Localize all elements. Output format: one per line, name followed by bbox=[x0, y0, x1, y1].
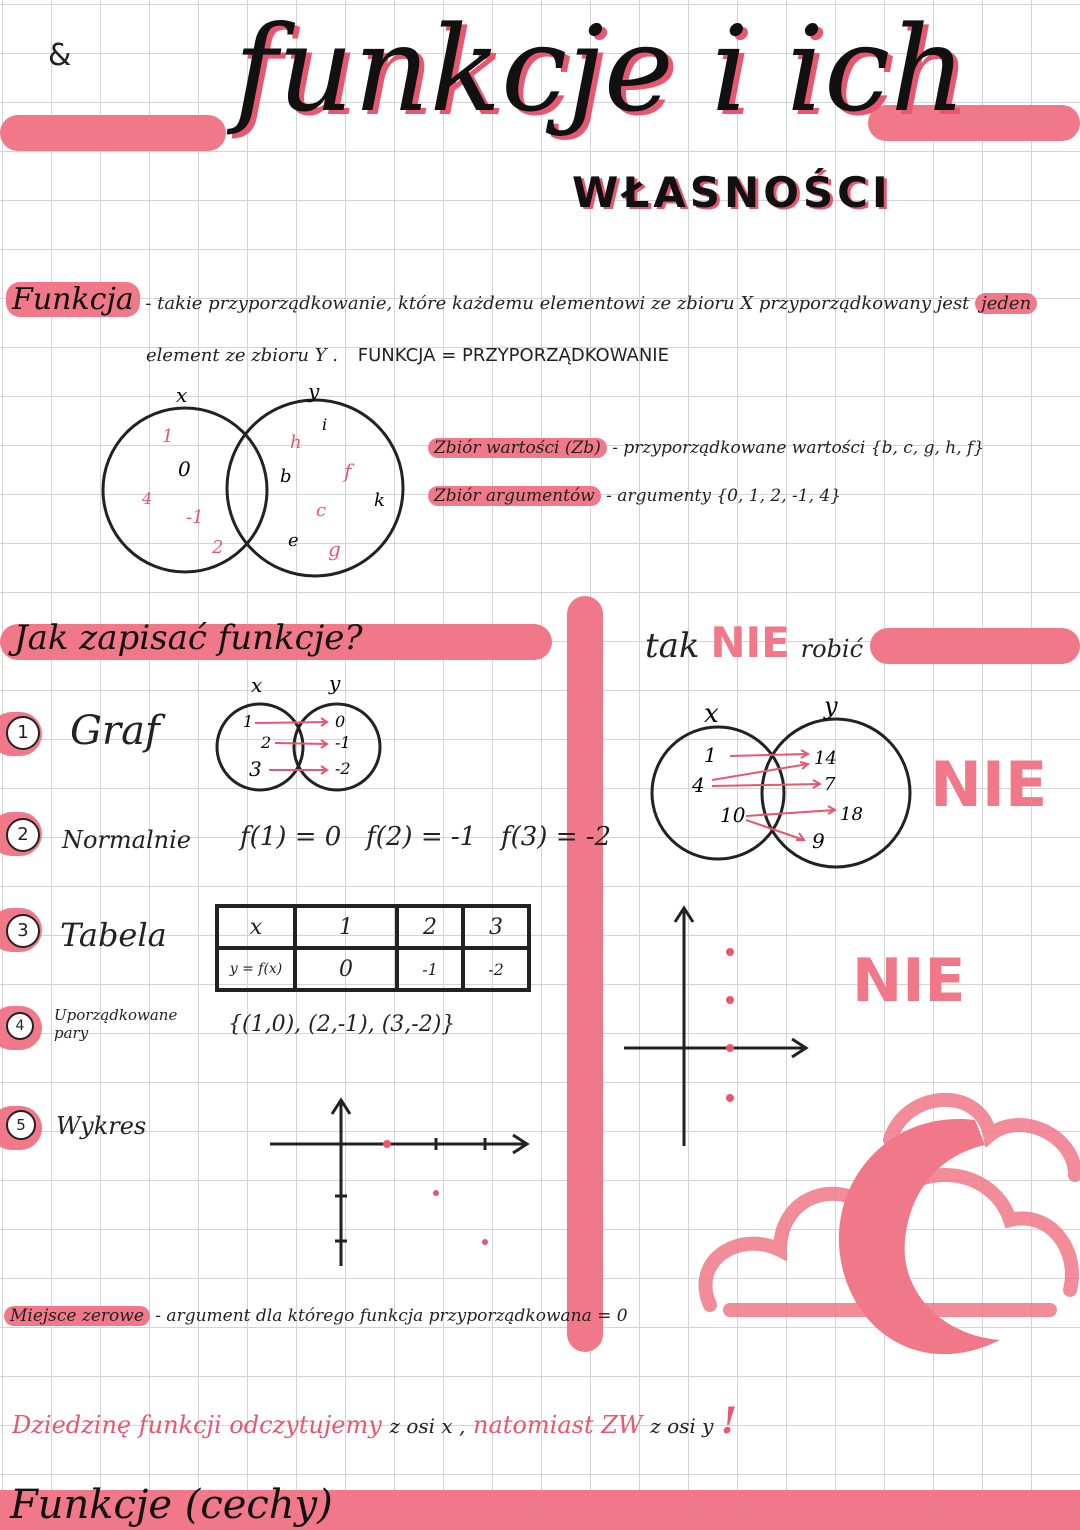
definition-line-2 bbox=[146, 345, 669, 366]
domain-note-mark: ! bbox=[721, 1400, 737, 1442]
table-row bbox=[217, 948, 529, 990]
definition-equation: FUNKCJA = PRZYPORZĄDKOWANIE bbox=[357, 345, 669, 366]
x-element: 4 bbox=[142, 489, 153, 508]
title-left-bar bbox=[0, 115, 226, 151]
item-label-pary: Uporządkowane pary bbox=[54, 1006, 178, 1042]
domain-note-part: z osi y bbox=[650, 1414, 714, 1438]
bad-y-val: 18 bbox=[840, 804, 863, 825]
graf-y-val: -1 bbox=[335, 733, 351, 752]
moon-icon bbox=[839, 1119, 1000, 1354]
table-cell: x bbox=[217, 906, 295, 948]
bad-y-val: 14 bbox=[814, 748, 837, 769]
bad-x-val: 1 bbox=[704, 743, 717, 767]
howto-heading: Jak zapisać funkcje? bbox=[14, 618, 363, 658]
graf-y-val: -2 bbox=[335, 759, 351, 778]
bad-y-label: y bbox=[824, 692, 838, 720]
bad-y-val: 7 bbox=[824, 774, 836, 795]
item-number: 4 bbox=[6, 1012, 34, 1040]
argument-set-label: Zbiór argumentów bbox=[428, 486, 601, 506]
bad-y-val: 9 bbox=[812, 829, 825, 853]
y-element: f bbox=[344, 459, 352, 483]
verdict-nie-2: NIE bbox=[852, 946, 966, 1016]
graf-x-val: 1 bbox=[243, 712, 254, 731]
item-number: 1 bbox=[6, 716, 40, 750]
value-set-label: Zbiór wartości (Zb) bbox=[428, 438, 607, 458]
wykres-chart bbox=[265, 1092, 540, 1272]
table-cell: 1 bbox=[295, 906, 397, 948]
domain-note-part: z osi x , bbox=[389, 1414, 466, 1438]
chart-point bbox=[482, 1239, 488, 1245]
item-label-normalnie: Normalnie bbox=[62, 826, 191, 854]
dont-heading-post: robić bbox=[800, 635, 864, 663]
footer-heading: Funkcje (cechy) bbox=[10, 1482, 333, 1528]
chart-point bbox=[383, 1140, 391, 1148]
verdict-nie-1: NIE bbox=[930, 748, 1048, 821]
bad-diagram bbox=[640, 680, 920, 880]
table-cell: y = f(x) bbox=[217, 948, 295, 990]
page-subtitle: WŁASNOŚCI bbox=[572, 168, 892, 217]
ampersand: & bbox=[48, 38, 72, 73]
item-label-tabela: Tabela bbox=[60, 916, 167, 954]
item-label-wykres: Wykres bbox=[56, 1112, 147, 1140]
graf-x-val: 3 bbox=[249, 757, 262, 781]
definition-line-1 bbox=[6, 282, 1076, 317]
y-element: g bbox=[328, 537, 341, 561]
y-element: e bbox=[288, 530, 299, 551]
normal-formula: f(1) = 0 f(2) = -1 f(3) = -2 bbox=[240, 822, 612, 852]
table-row bbox=[217, 906, 529, 948]
vertical-divider bbox=[567, 596, 603, 1352]
value-set-line bbox=[428, 438, 984, 458]
x-element: -1 bbox=[186, 507, 204, 528]
table-cell: 3 bbox=[463, 906, 529, 948]
table-cell: 0 bbox=[295, 948, 397, 990]
y-element: k bbox=[374, 490, 385, 511]
zero-line bbox=[4, 1306, 628, 1326]
graf-diagram bbox=[205, 670, 405, 805]
domain-note-part: natomiast ZW bbox=[473, 1411, 643, 1439]
item-label-graf: Graf bbox=[70, 708, 160, 754]
graph-point bbox=[726, 948, 734, 956]
item-number: 5 bbox=[6, 1110, 36, 1140]
graph-point bbox=[726, 996, 734, 1004]
chart-point bbox=[433, 1190, 439, 1196]
graf-x-label: x bbox=[251, 673, 263, 697]
domain-note bbox=[12, 1400, 737, 1442]
cloud-moon-decoration bbox=[690, 1080, 1080, 1400]
dont-heading bbox=[645, 618, 863, 667]
zero-term: Miejsce zerowe bbox=[4, 1306, 150, 1326]
value-set-text: - przyporządkowane wartości {b, c, g, h, f} bbox=[612, 438, 985, 458]
y-element: i bbox=[322, 415, 328, 434]
item-number: 2 bbox=[6, 818, 40, 852]
set-y-label: y bbox=[308, 379, 320, 403]
y-element: h bbox=[290, 432, 302, 453]
definition-highlight: jeden bbox=[975, 293, 1037, 314]
sets-diagram bbox=[90, 378, 430, 583]
argument-set-line bbox=[428, 486, 841, 506]
graf-x-val: 2 bbox=[261, 733, 272, 752]
table-cell: -1 bbox=[397, 948, 463, 990]
dont-heading-emph: NIE bbox=[710, 618, 790, 667]
ordered-pairs: {(1,0), (2,-1), (3,-2)} bbox=[228, 1012, 456, 1037]
table-cell: -2 bbox=[463, 948, 529, 990]
definition-term: Funkcja bbox=[6, 282, 140, 317]
zero-text: - argument dla którego funkcja przyporządkowana = 0 bbox=[155, 1306, 628, 1326]
graph-point bbox=[726, 1044, 734, 1052]
y-element: c bbox=[316, 500, 327, 521]
x-element: 1 bbox=[162, 426, 174, 447]
y-element: b bbox=[280, 466, 292, 487]
bad-x-label: x bbox=[704, 699, 719, 729]
bad-x-val: 10 bbox=[720, 803, 746, 827]
page-title: funkcje i ich bbox=[234, 0, 967, 138]
x-element: 0 bbox=[178, 457, 191, 481]
item-number: 3 bbox=[6, 914, 40, 948]
set-x-label: x bbox=[176, 383, 188, 407]
graf-y-label: y bbox=[329, 671, 341, 695]
x-element: 2 bbox=[212, 537, 224, 558]
argument-set-text: - argumenty {0, 1, 2, -1, 4} bbox=[606, 486, 842, 506]
definition-text-1: - takie przyporządkowanie, które każdemu elementowi ze zbioru X przyporządkowany jest bbox=[145, 293, 970, 314]
definition-text-2: element ze zbioru Y . bbox=[146, 345, 339, 366]
domain-note-part: Dziedzinę funkcji odczytujemy bbox=[12, 1411, 382, 1439]
table-cell: 2 bbox=[397, 906, 463, 948]
function-table bbox=[215, 904, 531, 992]
dont-heading-bar bbox=[870, 628, 1080, 664]
bad-x-val: 4 bbox=[692, 773, 705, 797]
graf-y-val: 0 bbox=[335, 712, 346, 731]
dont-heading-pre: tak bbox=[645, 626, 700, 666]
